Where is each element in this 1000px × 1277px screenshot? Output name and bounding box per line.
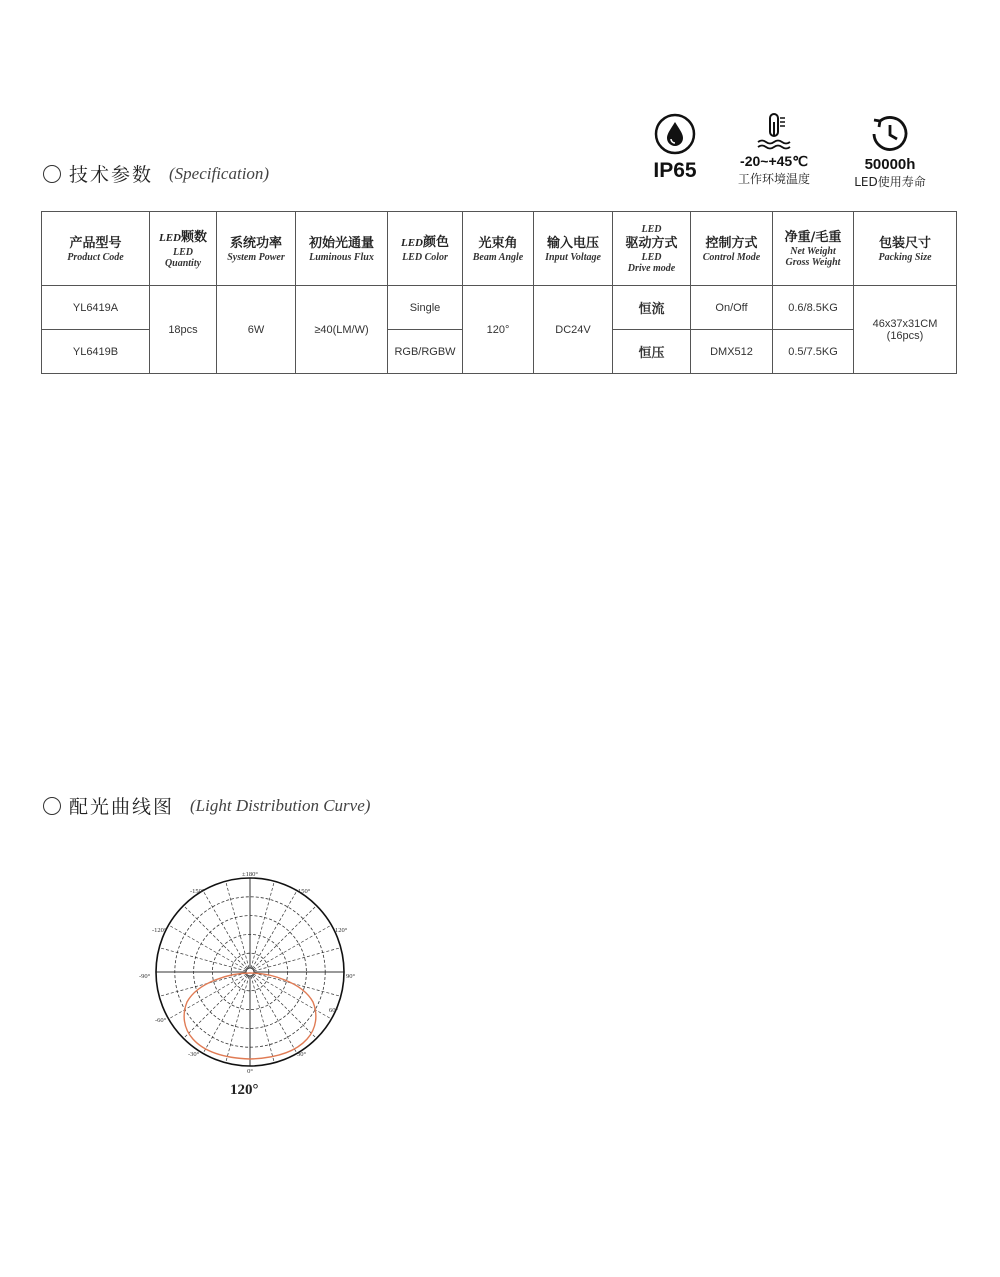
label-90: 90° [346,973,356,980]
circle-bullet-icon [43,165,61,183]
cell-luminous-flux: ≥40(LM/W) [296,286,388,374]
polar-spoke-195 [226,881,249,968]
curve-title-cn: 配光曲线图 [69,796,175,818]
polar-spoke-210 [203,891,248,969]
label-150: 150° [298,888,311,895]
polar-spoke-315 [184,975,248,1039]
header-weight: 净重/毛重 Net Weight Gross Weight [773,212,854,286]
label-neg120: -120° [152,927,167,934]
header-input-voltage: 输入电压 Input Voltage [534,212,613,286]
label-0: 0° [247,1068,253,1075]
spec-title-cn: 技术参数 [69,164,154,186]
cell-beam-angle: 120° [463,286,534,374]
polar-spoke-225 [184,906,248,970]
temperature-label: 工作环境温度 [737,172,810,186]
label-neg90: -90° [139,973,151,980]
temperature-range: -20~+45℃ [740,153,808,169]
polar-spoke-105 [254,948,341,971]
cell-led-quantity: 18pcs [150,286,217,374]
cell-weight: 0.6/8.5KG [773,286,854,330]
table-header-row [42,212,957,286]
lifetime-badge [840,112,940,190]
polar-spoke-285 [159,973,246,996]
water-drop-icon [653,112,697,156]
label-120: 120° [335,927,348,934]
polar-spoke-255 [159,948,246,971]
header-led-color: LED颜色 LED Color [388,212,463,286]
circle-bullet-icon [43,797,61,815]
header-led-quantity: LED颗数 LED Quantity [150,212,217,286]
feature-badges [640,112,940,192]
cell-weight: 0.5/7.5KG [773,330,854,374]
polar-diagram [130,862,370,1078]
polar-spoke-165 [251,881,274,968]
cell-drive-mode: 恒压 [613,330,691,374]
thermometer-icon [752,112,796,152]
spec-title-en: (Specification) [169,163,270,183]
ip-badge [640,112,710,183]
cell-product-code: YL6419A [42,286,150,330]
curve-title-en: (Light Distribution Curve) [190,795,371,815]
cell-led-color: RGB/RGBW [388,330,463,374]
polar-center-dot [246,968,254,976]
header-luminous-flux: 初始光通量 Luminous Flux [296,212,388,286]
cell-packing-size: 46x37x31CM (16pcs) [854,286,957,374]
header-drive-mode: LED 驱动方式 LED Drive mode [613,212,691,286]
cell-input-voltage: DC24V [534,286,613,374]
polar-spoke-240 [169,925,247,970]
header-control-mode: 控制方式 Control Mode [691,212,773,286]
polar-spoke-30 [252,975,297,1053]
polar-spoke-150 [252,891,297,969]
polar-spoke-120 [253,925,331,970]
cell-drive-mode: 恒流 [613,286,691,330]
temperature-badge [724,112,824,187]
cell-product-code: YL6419B [42,330,150,374]
cell-led-color: Single [388,286,463,330]
polar-spoke-135 [253,906,317,970]
clock-icon [868,112,912,156]
ip-rating: IP65 [653,159,697,182]
table-row [42,286,957,330]
polar-grid [156,878,344,1066]
header-packing-size: 包装尺寸 Packing Size [854,212,957,286]
spec-table [41,211,957,374]
label-neg30: -30° [188,1051,200,1058]
label-60: 60° [329,1007,339,1014]
curve-section-title [43,792,370,819]
polar-spoke-330 [203,975,248,1053]
polar-spoke-300 [169,974,247,1019]
lifetime-label: LED使用寿命 [854,175,926,189]
lifetime-hours: 50000h [864,156,916,173]
header-system-power: 系统功率 System Power [217,212,296,286]
polar-spoke-75 [254,973,341,996]
label-180: ±180° [242,871,258,878]
polar-spoke-60 [253,974,331,1019]
cell-control-mode: DMX512 [691,330,773,374]
label-neg150: -150° [190,888,205,895]
cell-control-mode: On/Off [691,286,773,330]
polar-spoke-15 [251,976,274,1063]
polar-spoke-45 [253,975,317,1039]
polar-spoke-345 [226,976,249,1063]
label-30: 30° [297,1051,307,1058]
header-product-code: 产品型号 Product Code [42,212,150,286]
label-neg60: -60° [155,1017,167,1024]
beam-angle-caption: 120° [230,1082,259,1098]
cell-system-power: 6W [217,286,296,374]
header-beam-angle: 光束角 Beam Angle [463,212,534,286]
spec-section-title [43,160,269,187]
